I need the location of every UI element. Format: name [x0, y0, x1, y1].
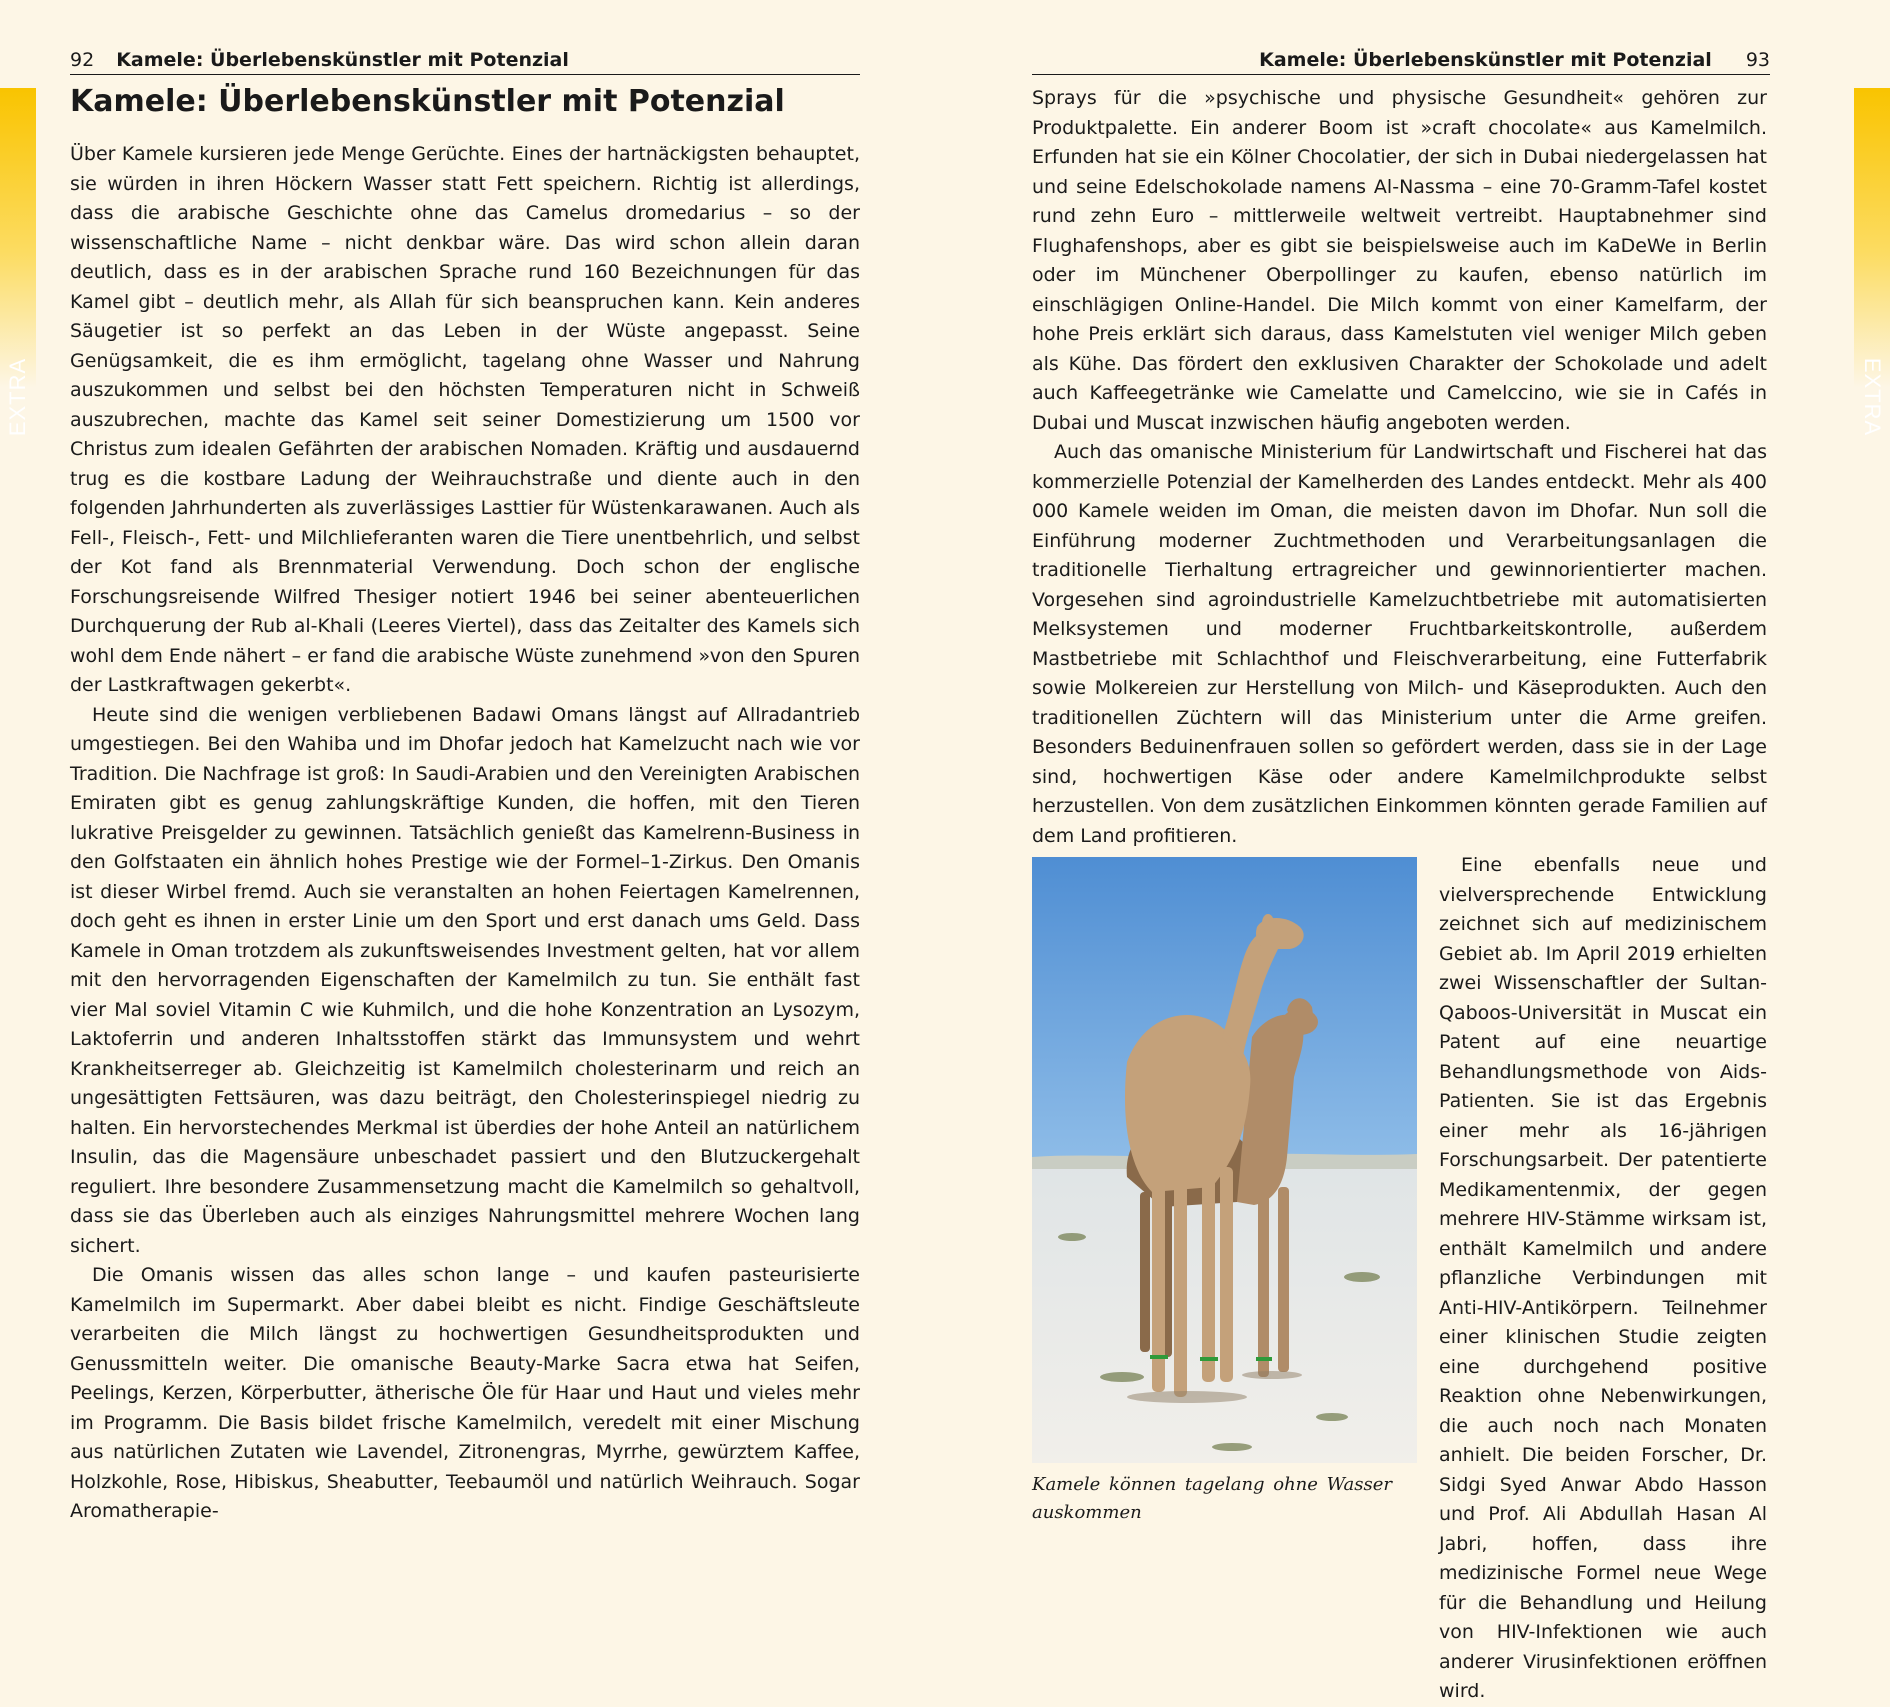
camels-photo	[1032, 857, 1417, 1463]
figure	[1032, 857, 1417, 1707]
right-column-text	[1032, 84, 1767, 1707]
left-page	[0, 0, 945, 1522]
paragraph: Die Omanis wissen das alles schon lange – und kaufen pasteurisierte Kamelmilch im Supermarkt. Aber dabei bleibt es nicht. Findige Geschäftsleute verarbeiten die Milch längst zu hochwertigen Gesundheitsprodukten und Genussmitteln weiter. Die omanische Beauty-Marke Sacra etwa hat Seifen, Peelings, Kerzen, Körperbutter, ätherische Öle für Haar und Haut und vieles mehr im Programm. Die Basis bildet frische Kamelmilch, veredelt mit einer Mischung aus natürlichen Zutaten wie Lavendel, Zitronengras, Myrrhe, gewürztem Kaffee, Holzkohle, Rose, Hibiskus, Sheabutter, Teebaumöl und natürlich Weihrauch. Sogar Aromatherapie-	[70, 1264, 860, 1522]
extra-tab-right	[1854, 88, 1890, 437]
paragraph: Über Kamele kursieren jede Menge Gerüchte. Eines der hartnäckigsten behauptet, sie würden in ihren Höckern Wasser statt Fett speichern. Richtig ist allerdings, dass die arabische Geschichte ohne das Camelus dromedarius – so der wissenschaftliche Name – nicht denkbar wäre. Das wird schon allein daran deutlich, dass es in der arabischen Sprache rund 160 Bezeichnungen für das Kamel gibt – deutlich mehr, als Allah für sich beanspruchen kann. Kein anderes Säugetier ist so perfekt an das Leben in der Wüste angepasst. Seine Genügsamkeit, die es ihm ermöglicht, tagelang ohne Wasser und Nahrung auszukommen und selbst bei den höchsten Temperaturen nicht in Schweiß auszubrechen, machte das Kamel seit seiner Domestizierung um 1500 vor Christus zum idealen Gefährten der arabischen Nomaden. Kräftig und ausdauernd trug es die kostbare Ladung der Weihrauchstraße und diente auch in den folgenden Jahrhunderten als zuverlässiges Lasttier für Wüstenkarawanen. Auch als Fell-, Fleisch-, Fett- und Milchlieferanten waren die Tiere unentbehrlich, und selbst der Kot fand als Brennmaterial Verwendung. Doch schon der englische Forschungsreisende Wilfred Thesiger notiert 1946 bei seiner abenteuerlichen Durchquerung der Rub al-Khali (Leeres Viertel), dass das Zeitalter des Kamels sich wohl dem Ende nähert – er fand die arabische Wüste zunehmend »von den Spuren der Lastkraftwagen gekerbt«.	[70, 143, 860, 696]
paragraph: Sprays für die »psychische und physische Gesundheit« gehören zur Produktpalette. Ein anderer Boom ist »craft chocolate« aus Kamelmilch. Erfunden hat sie ein Kölner Chocolatier, der sich in Dubai niedergelassen hat und seine Edelschokolade namens Al-Nassma – eine 70-Gramm-Tafel kostet rund zehn Euro – mittlerweile weltweit vertreibt. Hauptabnehmer sind Flughafenshops, aber es gibt sie beispielsweise auch im KaDeWe in Berlin oder im Münchener Oberpollinger zu kaufen, ebenso natürlich im einschlägigen Online-Handel. Die Milch kommt von einer Kamelfarm, der hohe Preis erklärt sich daraus, dass Kamelstuten viel weniger Milch geben als Kühe. Das fördert den exklusiven Charakter der Schokolade und adelt auch Kaffeegetränke wie Camelatte und Camelccino, wie sie in Cafés in Dubai und Muscat inzwischen häufig angeboten werden.	[1032, 87, 1767, 434]
extra-tab-label: EXTRA	[1860, 357, 1885, 437]
running-title: Kamele: Überlebenskünstler mit Potenzial	[1259, 49, 1712, 71]
left-column-text	[70, 140, 860, 1527]
page-number: 93	[1745, 49, 1770, 71]
paragraph: Heute sind die wenigen verbliebenen Badawi Omans längst auf Allradantrieb umgestiegen. Bei den Wahiba und im Dhofar jedoch hat Kamelzucht nach wie vor Tradition. Die Nachfrage ist groß: In Saudi-Arabien und den Vereinigten Arabischen Emiraten gibt es genug zahlungskräftige Kunden, die hoffen, mit den Tieren lukrative Preisgelder zu gewinnen. Tatsächlich genießt das Kamelrenn-Business in den Golfstaaten ein ähnlich hohes Prestige wie der Formel–1-Zirkus. Den Omanis ist dieser Wirbel fremd. Auch sie veranstalten an hohen Feiertagen Kamelrennen, doch geht es ihnen in erster Linie um den Sport und erst danach ums Geld. Dass Kamele in Oman trotzdem als zukunftsweisendes Investment gelten, hat vor allem mit den hervorragenden Eigenschaften der Kamelmilch zu tun. Sie enthält fast vier Mal soviel Vitamin C wie Kuhmilch, und die hohe Konzentration an Lysozym, Laktoferrin und anderen Inhaltsstoffen stärkt das Immunsystem und wehrt Krankheitserreger ab. Gleichzeitig ist Kamelmilch cholesterinarm und reich an ungesättigten Fettsäuren, was dazu beiträgt, den Cholesterinspiegel niedrig zu halten. Ein hervorstechendes Merkmal ist überdies der hohe Anteil an natürlichem Insulin, das die Magensäure unbeschadet passiert und den Blutzuckergehalt reguliert. Ihre besondere Zusammensetzung macht die Kamelmilch so gehaltvoll, dass sie das Überleben auch als einziges Nahrungsmittel mehrere Wochen lang sichert.	[70, 703, 860, 1257]
running-title: Kamele: Überlebenskünstler mit Potenzial	[116, 49, 569, 71]
article-heading: Kamele: Überlebenskünstler mit Potenzial	[70, 84, 785, 119]
running-head-right	[1032, 46, 1770, 75]
page-number: 92	[70, 49, 95, 71]
right-page	[945, 0, 1890, 1702]
figure-caption: Kamele können tagelang ohne Wasser auskommen	[1032, 1474, 1392, 1523]
paragraph: Eine ebenfalls neue und vielversprechende Entwicklung zeichnet sich auf medizinischem Gebiet ab. Im April 2019 erhielten zwei Wissenschaftler der Sultan-Qaboos-Universität in Muscat ein Patent auf eine neuartige Behandlungsmethode von Aids-Patienten. Sie ist das Ergebnis einer mehr als 16-jährigen Forschungsarbeit. Der patentierte Medikamentenmix, der gegen mehrere HIV-Stämme wirksam ist, enthält Kamelmilch und andere pflanzliche Verbindungen mit Anti-HIV-Antikörpern. Teilnehmer einer klinischen Studie zeigten eine durchgehend positive Reaktion ohne Nebenwirkungen, die auch noch nach Monaten anhielt. Die beiden Forscher, Dr. Sidgi Syed Anwar Abdo Hasson und Prof. Ali Abdullah Hasan Al Jabri, hoffen, dass ihre medizinische Formel neue Wege für die Behandlung und Heilung von HIV-Infektionen wie auch anderer Virusinfektionen eröffnen wird.	[1439, 854, 1767, 1702]
float-text	[1439, 851, 1767, 1707]
running-head-left	[70, 46, 860, 75]
extra-tab-label: EXTRA	[5, 357, 30, 437]
paragraph: Auch das omanische Ministerium für Landwirtschaft und Fischerei hat das kommerzielle Potenzial der Kamelherden des Landes entdeckt. Mehr als 400 000 Kamele weiden im Oman, die meisten davon im Dhofar. Nun soll die Einführung moderner Zuchtmethoden und Verarbeitungsanlagen die traditionelle Tierhaltung ertragreicher und gewinnorientierter machen. Vorgesehen sind agroindustrielle Kamelzuchtbetriebe mit automatisierten Melksystemen und moderner Fruchtbarkeitskontrolle, außerdem Mastbetriebe mit Schlachthof und Fleischverarbeitung, eine Futterfabrik sowie Molkereien zur Herstellung von Milch- und Käseprodukten. Auch den traditionellen Züchtern will das Ministerium unter die Arme greifen. Besonders Beduinenfrauen sollen so gefördert werden, dass sie in der Lage sind, hochwertigen Käse oder andere Kamelmilchprodukte selbst herzustellen. Von dem zusätzlichen Einkommen könnten gerade Familien auf dem Land profitieren.	[1032, 441, 1767, 847]
extra-tab-left	[0, 88, 36, 437]
figure-row	[1032, 851, 1767, 1707]
